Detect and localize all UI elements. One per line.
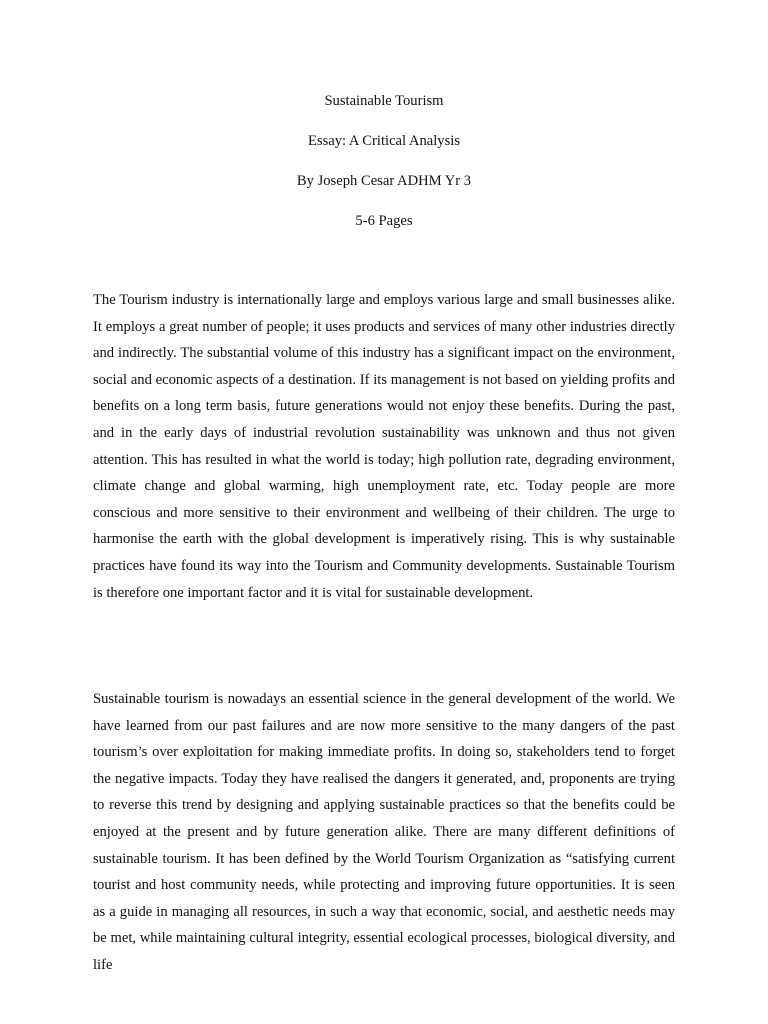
essay-author: By Joseph Cesar ADHM Yr 3 <box>296 173 472 189</box>
essay-header <box>0 91 768 251</box>
essay-subtitle: Essay: A Critical Analysis <box>307 133 460 149</box>
essay-title: Sustainable Tourism <box>324 93 444 109</box>
essay-length: 5-6 Pages <box>355 213 413 229</box>
body-paragraph-2: Sustainable tourism is nowadays an essential science in the general development of the world. We have learned from our past failures and are now more sensitive to the many dangers of the past tourism’s over exploitation for making immediate profits. In doing so, stakeholders tend to forget the negative impacts. Today they have realised the dangers it generated, and, proponents are trying to reverse this trend by designing and applying sustainable practices so that the benefits could be enjoyed at the present and by future generation alike. There are many different definitions of sustainable tourism. It has been defined by the World Tourism Organization as “satisfying current tourist and host community needs, while protecting and improving future opportunities. It is seen as a guide in managing all resources, in such a way that economic, social, and aesthetic needs may be met, while maintaining cultural integrity, essential ecological processes, biological diversity, and life <box>93 691 675 973</box>
body-paragraph-1: The Tourism industry is internationally large and employs various large and small businesses alike. It employs a great number of people; it uses products and services of many other industries directly and indirectly. The substantial volume of this industry has a significant impact on the environment, social and economic aspects of a destination. If its management is not based on yielding profits and benefits on a long term basis, future generations would not enjoy these benefits. During the past, and in the early days of industrial revolution sustainability was unknown and thus not given attention. This has resulted in what the world is today; high pollution rate, degrading environment, climate change and global warming, high unemployment rate, etc. Today people are more conscious and more sensitive to their environment and wellbeing of their children. The urge to harmonise the earth with the global development is imperatively rising. This is why sustainable practices have found its way into the Tourism and Community developments. Sustainable Tourism is therefore one important factor and it is vital for sustainable development. <box>93 292 675 601</box>
